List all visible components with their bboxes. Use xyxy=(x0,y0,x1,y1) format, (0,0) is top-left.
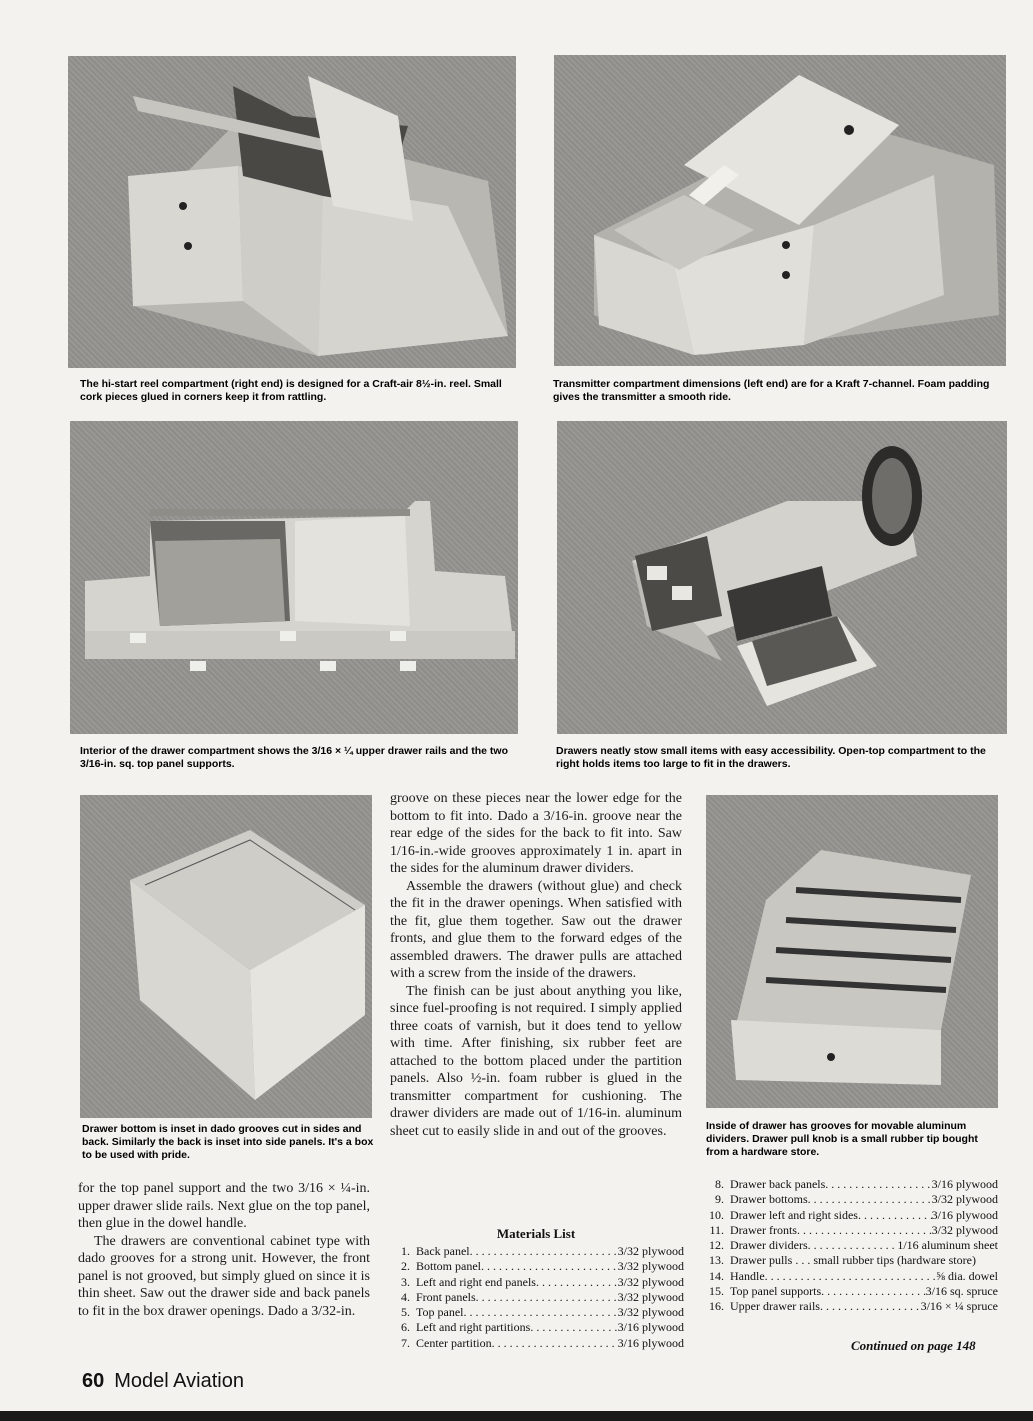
materials-item: 14. Handle . . . ⅝ dia. dowel xyxy=(706,1269,998,1284)
page-footer xyxy=(82,1370,244,1393)
photo-toolbox-transmitter-end xyxy=(554,55,1006,366)
article-paragraph: The finish can be just about anything you like, since fuel-proofing is not required. I simply applied three coats of varnish, but it does tend to yellow with time. After finishing, six rubber feet are attached to the bottom placed under the partition panels. Also ½-in. foam rubber is glued in the transmitter compartment for cushioning. The drawer dividers are made out of 1/16-in. aluminum sheet cut to easily slide in and out of the grooves. xyxy=(390,983,682,1139)
materials-item: 9. Drawer bottoms . . . 3/32 plywood xyxy=(706,1192,998,1207)
article-column-middle xyxy=(390,790,682,1140)
materials-item: 16. Upper drawer rails . . . 3/16 × ¼ spruce xyxy=(706,1299,998,1314)
page-bottom-edge xyxy=(0,1411,1033,1421)
photo-drawer-box xyxy=(80,795,372,1118)
materials-item: 13. Drawer pulls . . . small rubber tips (hardware store) xyxy=(709,1253,976,1268)
photo-caption: The hi-start reel compartment (right end) is designed for a Craft-air 8½-in. reel. Small cork pieces glued in corners keep it from rattling. xyxy=(80,378,502,403)
materials-list-part1 xyxy=(392,1244,684,1351)
materials-item: 12. Drawer dividers . . . 1/16 aluminum sheet xyxy=(706,1238,998,1253)
materials-item: 15. Top panel supports . . . 3/16 sq. spruce xyxy=(706,1284,998,1299)
article-paragraph: The drawers are conventional cabinet type with dado grooves for a strong unit. However, the front panel is not grooved, but simply glued on since it is thin sheet. Saw out the drawer side and back panels to fit in the box drawer openings. Dado a 3/32-in. xyxy=(78,1233,370,1319)
photo-caption: Transmitter compartment dimensions (left end) are for a Kraft 7-channel. Foam padding gives the transmitter a smooth ride. xyxy=(553,378,990,403)
page-number: 60 xyxy=(82,1370,105,1392)
materials-item: 7. Center partition . . . 3/16 plywood xyxy=(392,1336,684,1351)
article-paragraph: Assemble the drawers (without glue) and check the fit in the drawer openings. When satisfied with the fit, glue them together. Saw out the drawer fronts, and glue them to the forward edges of the assembled drawers. The drawer pulls are attached with a screw from the inside of the drawers. xyxy=(390,878,682,981)
article-paragraph: for the top panel support and the two 3/16 × ¼-in. upper drawer slide rails. Next glue on the top panel, then glue in the dowel handle. xyxy=(78,1181,370,1231)
photo-drawers-open-with-contents xyxy=(557,421,1007,734)
publication-name: Model Aviation xyxy=(114,1370,244,1392)
photo-caption: Drawer bottom is inset in dado grooves cut in sides and back. Similarly the back is inset into side panels. It's a box to be used with pride. xyxy=(82,1123,374,1161)
materials-item: 1. Back panel . . . 3/32 plywood xyxy=(392,1244,684,1259)
photo-caption: Drawers neatly stow small items with easy accessibility. Open-top compartment to the right holds items too large to fit in the drawers. xyxy=(556,745,986,770)
materials-item: 8. Drawer back panels . . . 3/16 plywood xyxy=(706,1177,998,1192)
materials-item: 10. Drawer left and right sides . . . 3/16 plywood xyxy=(706,1208,998,1223)
materials-item: 5. Top panel . . . 3/32 plywood xyxy=(392,1305,684,1320)
materials-item: 11. Drawer fronts . . . 3/32 plywood xyxy=(706,1223,998,1238)
materials-item: 3. Left and right end panels . . . 3/32 plywood xyxy=(392,1275,684,1290)
materials-item: 6. Left and right partitions . . . 3/16 plywood xyxy=(392,1320,684,1335)
article-paragraph: groove on these pieces near the lower edge for the bottom to fit into. Dado a 3/16-in. groove near the rear edge of the sides for the back to fit into. Saw 1/16-in.-wide grooves approximately 1 in. apart in the sides for the aluminum drawer dividers. xyxy=(390,791,682,876)
continued-on-page: Continued on page 148 xyxy=(851,1338,976,1353)
materials-list-part2 xyxy=(706,1177,998,1315)
photo-caption: Inside of drawer has grooves for movable aluminum dividers. Drawer pull knob is a small rubber tip bought from a hardware store. xyxy=(706,1120,978,1158)
photo-drawer-dividers xyxy=(706,795,998,1108)
photo-toolbox-reel-end xyxy=(68,56,516,368)
materials-item: 2. Bottom panel . . . 3/32 plywood xyxy=(392,1259,684,1274)
article-column-left xyxy=(78,1180,370,1320)
photo-drawer-compartment-interior xyxy=(70,421,518,734)
materials-list-title: Materials List xyxy=(496,1226,576,1241)
materials-item: 4. Front panels . . . 3/32 plywood xyxy=(392,1290,684,1305)
photo-caption: Interior of the drawer compartment shows the 3/16 × ¼ upper drawer rails and the two 3/16-in. sq. top panel supports. xyxy=(80,745,508,770)
